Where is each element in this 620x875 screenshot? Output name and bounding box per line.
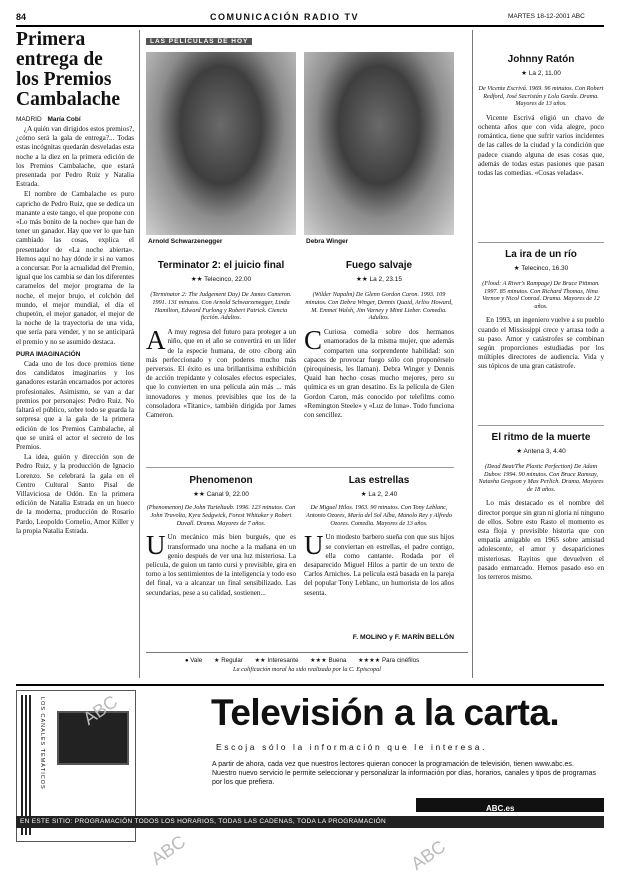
review-phenomenon — [146, 475, 296, 643]
sidebar-rating: ★ Antena 3, 4.40 — [516, 448, 566, 455]
sidebar-item — [478, 30, 604, 242]
review-credits: De Miguel Hilos. 1963. 90 minutos. Con Tony Leblanc, Antonio Ozores, María del Sol Alba, Manolo Rey y Alfredo Ozores. Comedia. Mayores de 13 años. — [306, 504, 452, 527]
section-title: COMUNICACIÓN RADIO TV — [210, 12, 359, 22]
sidebar-title: La ira de un río — [505, 249, 577, 260]
review-rating: ★★ La 2, 23.15 — [356, 276, 402, 283]
article-body — [16, 125, 134, 536]
header-rule — [16, 25, 604, 27]
column-divider — [472, 30, 473, 678]
review-rating: ★★ Telecinco, 22.00 — [190, 276, 252, 283]
byline-author: María Cobí — [47, 116, 81, 123]
article-title-line-2: entrega de — [16, 49, 103, 70]
article-paragraph: Cada uno de los doce premios tiene dos candidatos imaginarios y los ganadores estarán encarnados por actores profesionales. Asimismo, se van a dar premios por personajes: Pedro Ruiz. No faltará el público, sobre todo se guarda la sorpresa que a la gala de la primera edición de los Premios Cambalache, al que se unirá el actor el secreto de los Premios. — [16, 360, 134, 451]
sidebar-rating: ★ Telecinco, 16.30 — [513, 265, 569, 272]
review-las-estrellas — [304, 475, 454, 625]
byline — [16, 116, 134, 123]
ad-headline: Televisión a la carta. — [211, 692, 560, 733]
column-divider — [139, 30, 140, 678]
rating-legend — [146, 652, 468, 679]
watermark: ABC — [147, 831, 190, 869]
article-subhead: PURA IMAGINACIÓN — [16, 350, 81, 358]
sidebar-body — [478, 114, 604, 178]
sidebar-body-text: Lo más destacado es el nombre del director porque sin gran ni gloria ni ninguno de ellos. Sobre esto Rasto el momento es esta floja y previsible historia que con empatía amigable en 1965 sobre amistad adolescente, el amor y desapariciones misteriosas. Rayitos que devuelven el pasado enmarcado. Hemos pasado eso en los terreros mismo. — [478, 499, 604, 581]
article-paragraph: La idea, guión y dirección son de Pedro Ruiz, y la producción de Ignacio Lorenzo. Se celebrará la gala en el Centro Cultural Santo Pisal de Villaviciosa de Odón. En la primera edición de Natalia Estrada en un hueco de la moderna, producción de Rosario Pardo, Leopoldo Cornelio, Amor Killer y la propia Natalia Estrada. — [16, 453, 134, 535]
sidebar-credits: (Dead Beat/The Plastic Perfection) De Adam Dubov. 1994. 90 minutos. Con Bruce Ramsay, Natasha Gregson y Max Perlich. Drama. Mayores de 18 años. — [478, 463, 604, 493]
watermark: ABC — [407, 836, 450, 874]
watermark: ABC — [79, 691, 122, 729]
ad-logo: ABC.es — [486, 804, 515, 813]
article-title — [16, 30, 134, 110]
sidebar-title: El ritmo de la muerte — [491, 432, 591, 443]
photo-debra-winger — [304, 52, 454, 235]
sidebar-body-text: Vicente Escrivá eligió un chavo de ochenta años que con vida alegre, poco romántica, tiene que sufrir varios incidentes de las calles de la ciudad y la condición que padece cuando alguna de esas cosas que, además de todas estas pasiones que pasan todas las comedias. «Cosas veladas». — [478, 113, 604, 177]
article-paragraph: ¿A quién van dirigidos estos premios?, ¿cómo será la gala de entrega?... Todas estas incógnitas quedarán desveladas esta noche a la diez en la primera edición de los Premios Cambalache, que estará presentada por Pedro Ruiz y Natalia Estrada. — [16, 125, 134, 189]
drop-cap: C — [304, 325, 323, 356]
review-body-text: A muy regresa del futuro para proteger a un niño, que en el año se convertirá en un líder de la especie humana, de otro cíborg aún más perfeccionado y con poderes mucho más perversos. El éxito es una brillantísima exhibición de acción trepidante y colosales efectos especiales, que lo convierten en una película aún más ... más innovadores y menos previsibles que los de la consoladora «Titanic», también dirigida por James Cameron. — [146, 328, 296, 420]
legend-item: ★★ Interesante — [254, 657, 299, 664]
article-title-line-1: Primera — [16, 30, 86, 50]
reviews-divider — [146, 467, 454, 468]
byline-place: MADRID — [16, 116, 42, 123]
review-body — [304, 530, 454, 597]
review-body-text: Curiosa comedia sobre dos hermanos enamorados de la misma mujer, que además comparten una sorprendente habilidad: son capaces de provocar fuego sólo con proponérselo (piroquinesis, les llaman). Debra Winger y Dennis Quaid han hecho cosas mucho mejores, pero su química es un gran desatino. Es la película de Glen Gordon Caron, más conocido por telefilms como «Remington Steele» y «Luz de luna». Todo funciona con sencillez. — [304, 328, 454, 420]
legend-items — [146, 657, 468, 664]
sidebar-title: Johnny Ratón — [507, 54, 575, 65]
drop-cap: U — [304, 530, 324, 561]
sidebar-rating: ★ La 2, 11.00 — [521, 70, 561, 77]
ad-subheadline: Escoja sólo la información que le interesa. — [216, 742, 488, 752]
sidebar — [478, 30, 604, 678]
drop-cap: U — [146, 530, 166, 561]
photo-caption-2: Debra Winger — [306, 238, 349, 245]
review-fuego-salvaje — [304, 260, 454, 460]
legend-note: La calificación moral ha sido realizada por la C. Episcopal — [233, 666, 381, 673]
review-rating: ★★ Canal 9, 22.00 — [193, 491, 249, 498]
legend-item: ★★★★ Para cinéfilos — [358, 657, 420, 664]
sidebar-item — [478, 432, 604, 670]
issue-date: MARTES 18-12-2001 ABC — [508, 13, 585, 20]
signature: F. MOLINO y F. MARÍN BELLÓN — [352, 634, 454, 641]
review-terminator — [146, 260, 296, 460]
legend-item: ● Vale — [184, 657, 203, 664]
legend-item: ★★★ Buena — [310, 657, 347, 664]
review-title: Las estrellas — [348, 475, 410, 486]
sidebar-divider — [478, 425, 604, 426]
ad-strip: EN ESTE SITIO: PROGRAMACIÓN TODOS LOS HORARIOS, TODAS LAS CADENAS, TODA LA PROGRAMACIÓN — [16, 816, 604, 828]
sidebar-credits: (Flood: A River's Rampage) De Bruce Pittman. 1997. 85 minutos. Con Richard Thomas, Nina Vernon y Nicol Conrad. Drama. Mayores de 12 años. — [482, 280, 600, 310]
sidebar-credits: De Vicente Escrivá. 1969. 96 minutos. Con Robert Redford, José Sacristán y Lola Garda. Drama. Mayores de 13 años. — [478, 85, 604, 108]
sidebar-item — [478, 249, 604, 425]
ad-body: A partir de ahora, cada vez que nuestros lectores quieran conocer la programación de televisión, tienen www.abc.es. Nuestro nuevo servicio le permite seleccionar y personalizar la información por días, horarios, canales y tipos de programas por los que prefiera. — [212, 761, 597, 787]
ad-side-text: LOS CANALES TEMÁTICOS — [39, 697, 45, 790]
review-credits: (Wilder Napalm) De Glenn Gordon Caron. 1993. 109 minutos. Con Debra Winger, Dennis Quaid, Arliss Howard, M. Emmet Walsh, Jim Varney y Mimi Lieber. Comedia. Adultos. — [305, 291, 453, 322]
legend-item: ★ Regular — [213, 657, 243, 664]
sidebar-body — [478, 316, 604, 371]
photo-caption-1: Arnold Schwarzenegger — [148, 238, 223, 245]
sidebar-divider — [478, 242, 604, 243]
ad-top-rule — [16, 684, 604, 686]
page-number: 84 — [16, 12, 27, 22]
review-body-text: Un mecánico más bien burgués, que es transformado una noche a la mañana en un genio después de ver una luz misteriosa. La película, de guion un tanto cursi y previsible, gira en torno a los sentimientos de la inteligencia y todo eso del final, va a alcanzar un final sensibilizado. Las secundarias, pese a su calidad, sostienen... — [146, 533, 296, 597]
sidebar-body-text: En 1993, un ingeniero vuelve a su pueblo cuando el Mississippi crece y arrasa todo a su paso. Amor y catástrofes se combinan según proporciones estudiadas por los múltiples directores de audiencia. Vida y sus tópicos de una gran catástrofe. — [478, 316, 604, 371]
review-body — [304, 325, 454, 420]
review-title: Phenomenon — [189, 475, 253, 486]
ad-side-stripe — [21, 695, 31, 835]
review-body — [146, 530, 296, 597]
review-body-text: Un modesto barbero sueña con que sus hijos se conviertan en estrellas, el padre contigo, ella como cantante. Rodada por el desaparecido Miguel Hilos a partir de un texto de Carlos Arniches. La película está basada en la pareja del popular Tony Leblanc, un humorista de los años sesenta. — [304, 533, 454, 597]
review-rating: ★ La 2, 2.40 — [360, 491, 398, 498]
sidebar-body — [478, 499, 604, 582]
article-paragraph: El nombre de Cambalache es puro capricho de Pedro Ruiz, que se dedica un manante a este tango, el que propone con «Lo más bonito de la noche» que han de tener un ganador. Hay que ver lo que han cambiado las cosas, explica el presentador de «La noche abierta». Hemos aquí no hay dónde ir si no vamos a concursar. Por la actualidad del Premio, igual que los cambia se dan los diferentes caramelos del mejor programa de la noche, el mejor brujo, el colchón del mundo, el mejor mundial, el día el chupetón, el mejor ganador, el mejor de la noche de la trayectoria de una vida, que sería para vender, y no se anticipará el premio y no se asumido destaca. — [16, 190, 134, 346]
review-credits: (Phenomenon) De John Turteltaub. 1996. 123 minutos. Con John Travolta, Kyra Sedgwick, Forest Whitaker y Robert Duvall. Drama. Mayores de 7 años. — [146, 504, 296, 527]
listing-label: LAS PELÍCULAS DE HOY — [146, 38, 252, 45]
drop-cap: A — [146, 325, 166, 356]
review-title: Terminator 2: el juicio final — [157, 260, 285, 271]
photo-arnold-schwarzenegger — [146, 52, 296, 235]
review-body — [146, 325, 296, 420]
ad-logo-block — [416, 798, 604, 812]
article-title-line-4: Cambalache — [16, 89, 120, 110]
left-article — [16, 30, 134, 690]
article-title-line-3: los Premios — [16, 69, 112, 90]
review-title: Fuego salvaje — [345, 260, 413, 271]
review-credits: (Terminator 2: The Judgement Day) De James Cameron. 1991. 131 minutos. Con Arnold Schwarzenegger, Linda Hamilton, Edward Furlong y Robert Patrick. Ciencia ficción. Adultos. — [150, 291, 292, 322]
